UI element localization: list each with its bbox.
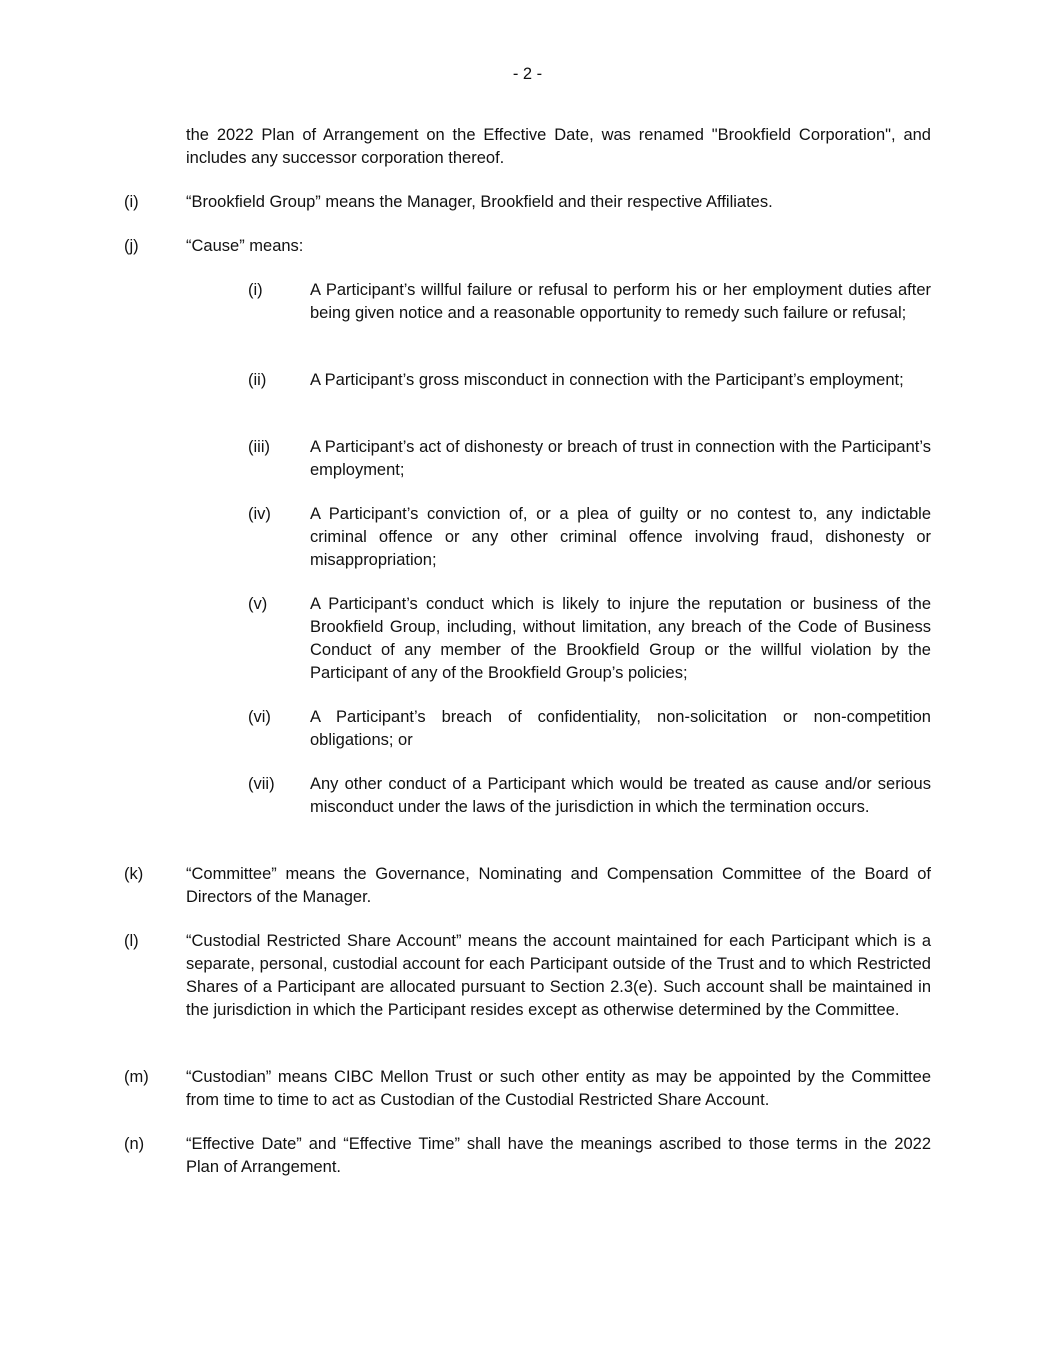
cause-item-iii: A Participant’s act of dishonesty or breach of trust in connection with the Participant’s employment; [310,438,931,479]
definition-i-marker: (i) [124,193,139,211]
definition-custodial-restricted-share-account: “Custodial Restricted Share Account” means the account maintained for each Participant which is a separate, personal, custodial account for each Participant outside of the Trust and to which Restricted Shares of a Participant are allocated pursuant to Section 2.3(e). Such account shall be maintained in the jurisdiction in which the Participant resides except as otherwise determined by the Committee. [186,932,931,1019]
definition-custodian: “Custodian” means CIBC Mellon Trust or such other entity as may be appointed by the Committee from time to time to act as Custodian of the Custodial Restricted Share Account. [186,1068,931,1109]
cause-item-vii: Any other conduct of a Participant which would be treated as cause and/or serious misconduct under the laws of the jurisdiction in which the termination occurs. [310,775,931,816]
definition-k-marker: (k) [124,865,144,883]
page-number: - 2 - [512,65,543,83]
cause-item-iii-marker: (iii) [248,438,270,456]
cause-item-v: A Participant’s conduct which is likely to injure the reputation or business of the Brookfield Group, including, without limitation, any breach of the Code of Business Conduct of any member of the Brookfield Group or the willful violation by the Participant of any of the Brookfield Group’s policies; [310,595,931,682]
cause-item-ii-marker: (ii) [248,371,267,389]
definition-effective-date: “Effective Date” and “Effective Time” shall have the meanings ascribed to those terms in the 2022 Plan of Arrangement. [186,1135,931,1176]
cause-item-i-marker: (i) [248,281,263,299]
cause-item-v-marker: (v) [248,595,268,613]
definition-committee: “Committee” means the Governance, Nominating and Compensation Committee of the Board of Directors of the Manager. [186,865,931,906]
cause-item-iv-marker: (iv) [248,505,271,523]
cause-item-iv: A Participant’s conviction of, or a plea of guilty or no contest to, any indictable criminal offence or any other criminal offence involving fraud, dishonesty or misappropriation; [310,505,931,569]
cause-item-i: A Participant’s willful failure or refusal to perform his or her employment duties after being given notice and a reasonable opportunity to remedy such failure or refusal; [310,281,931,322]
definition-brookfield-group: “Brookfield Group” means the Manager, Brookfield and their respective Affiliates. [186,193,773,211]
cause-item-ii: A Participant’s gross misconduct in connection with the Participant’s employment; [310,371,904,389]
cause-item-vii-marker: (vii) [248,775,275,793]
definition-n-marker: (n) [124,1135,145,1153]
cause-item-vi-marker: (vi) [248,708,271,726]
intro-continuation: the 2022 Plan of Arrangement on the Effective Date, was renamed "Brookfield Corporation", and includes any successor corporation thereof. [186,126,931,167]
definition-l-marker: (l) [124,932,139,950]
cause-item-vi: A Participant’s breach of confidentiality, non-solicitation or non-competition obligations; or [310,708,931,749]
definition-j-marker: (j) [124,237,139,255]
definition-cause: “Cause” means: [186,237,304,255]
definition-m-marker: (m) [124,1068,149,1086]
